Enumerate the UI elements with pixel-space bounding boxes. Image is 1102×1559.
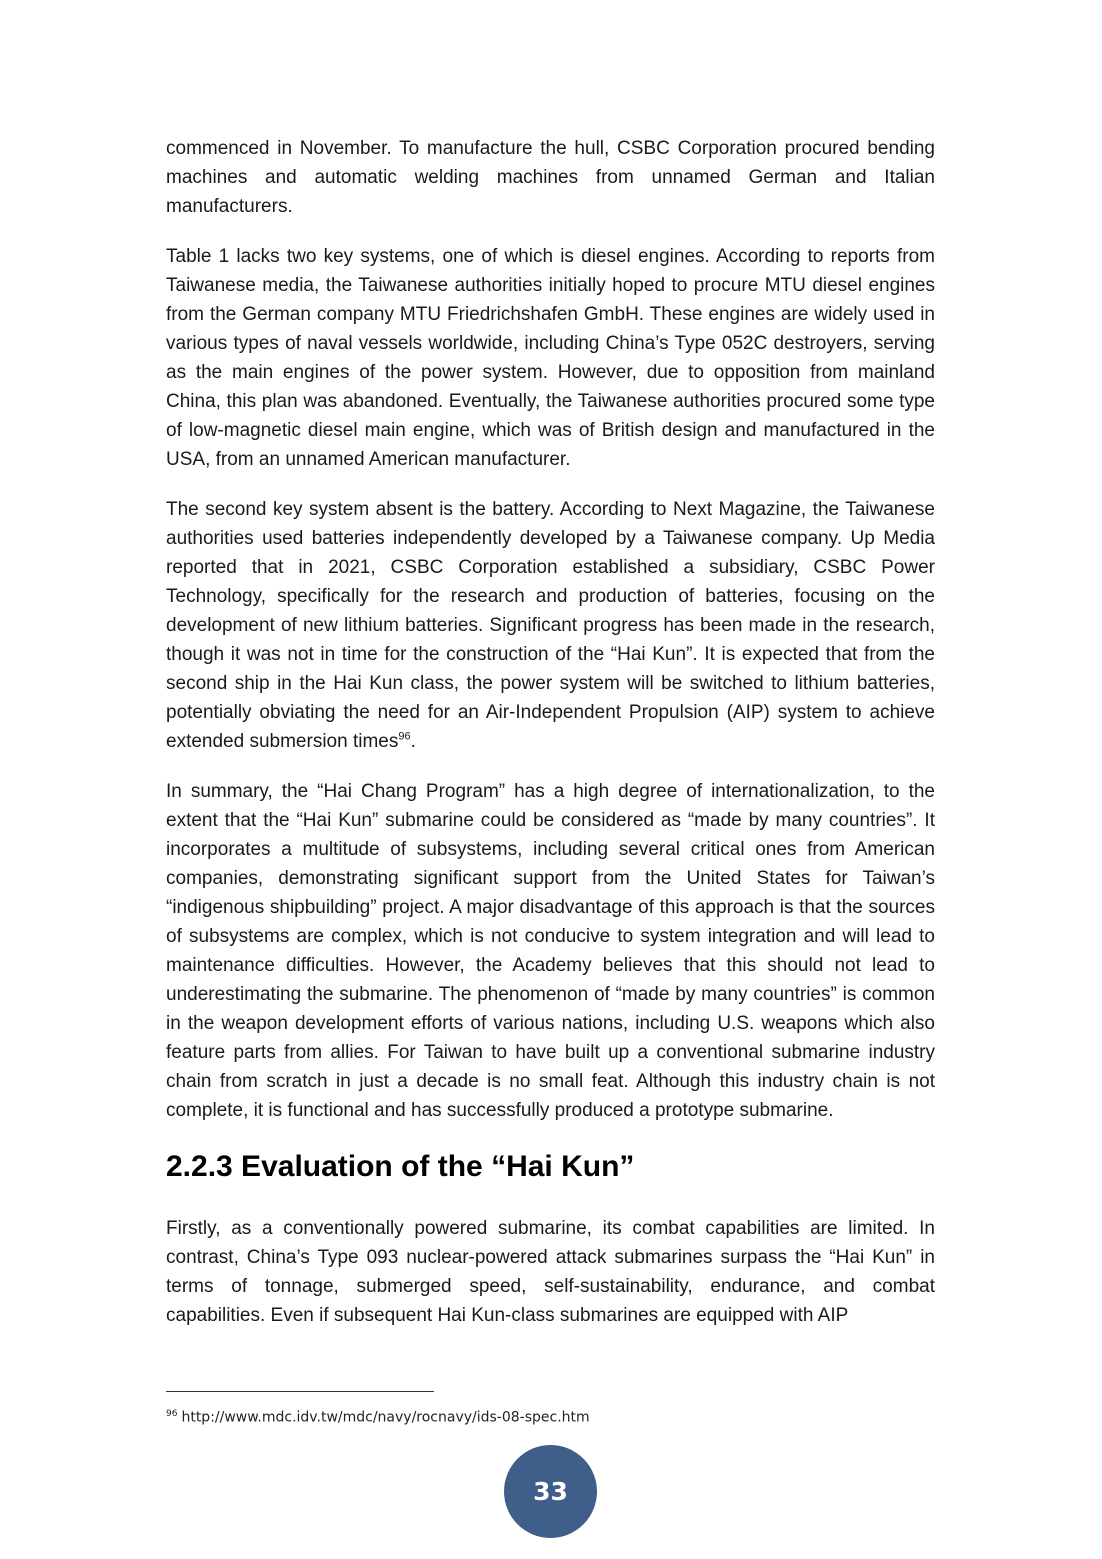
footnote-reference[interactable]: 96 — [398, 730, 411, 743]
paragraph-hull-manufacture: commenced in November. To manufacture the hull, CSBC Corporation procured bending machines and automatic welding machines from unnamed German and Italian manufacturers. — [166, 138, 935, 217]
paragraph-battery-text: The second key system absent is the battery. According to Next Magazine, the Taiwanese authorities used batteries independently developed by a Taiwanese company. Up Media reported that in 2021, CSBC Corporation established a subsidiary, CSBC Power Technology, specifically for the research and production of batteries, focusing on the development of new lithium batteries. Significant progress has been made in the research, though it was not in time for the construction of the “Hai Kun”. It is expected that from the second ship in the Hai Kun class, the power system will be switched to lithium batteries, potentially obviating the need for an Air-Independent Propulsion (AIP) system to achieve extended submersion times — [166, 499, 935, 752]
paragraph-evaluation: Firstly, as a conventionally powered submarine, its combat capabilities are limited. In contrast, China’s Type 093 nuclear-powered attack submarines surpass the “Hai Kun” in terms of tonnage, submerged speed, self-sustainability, endurance, and combat capabilities. Even if subsequent Hai Kun-class submarines are equipped with AIP — [166, 1218, 935, 1326]
page-number-badge — [504, 1445, 597, 1538]
footnote-number: 96 — [166, 1409, 178, 1419]
footnote-divider — [166, 1391, 434, 1392]
paragraph-diesel-engines: Table 1 lacks two key systems, one of which is diesel engines. According to reports from Taiwanese media, the Taiwanese authorities initially hoped to procure MTU diesel engines from the German company MTU Friedrichshafen GmbH. These engines are widely used in various types of naval vessels worldwide, including China’s Type 052C destroyers, serving as the main engines of the power system. However, due to opposition from mainland China, this plan was abandoned. Eventually, the Taiwanese authorities procured some type of low-magnetic diesel main engine, which was of British design and manufactured in the USA, from an unnamed American manufacturer. — [166, 246, 935, 470]
paragraph-battery-tail: . — [410, 731, 416, 752]
page-content — [166, 134, 935, 1351]
page-number: 33 — [533, 1477, 568, 1506]
footnote — [166, 1404, 590, 1428]
paragraph-summary: In summary, the “Hai Chang Program” has a high degree of internationalization, to the extent that the “Hai Kun” submarine could be considered as “made by many countries”. It incorporates a multitude of subsystems, including several critical ones from American companies, demonstrating significant support from the United States for Taiwan’s “indigenous shipbuilding” project. A major disadvantage of this approach is that the sources of subsystems are complex, which is not conducive to system integration and will lead to maintenance difficulties. However, the Academy believes that this should not lead to underestimating the submarine. The phenomenon of “made by many countries” is common in the weapon development efforts of various nations, including U.S. weapons which also feature parts from allies. For Taiwan to have built up a conventional submarine industry chain from scratch in just a decade is no small feat. Although this industry chain is not complete, it is functional and has successfully produced a prototype submarine. — [166, 781, 935, 1121]
paragraph-battery — [166, 495, 935, 756]
section-heading: 2.2.3 Evaluation of the “Hai Kun” — [166, 1150, 635, 1183]
footnote-link[interactable]: http://www.mdc.idv.tw/mdc/navy/rocnavy/ids-08-spec.htm — [181, 1409, 590, 1426]
